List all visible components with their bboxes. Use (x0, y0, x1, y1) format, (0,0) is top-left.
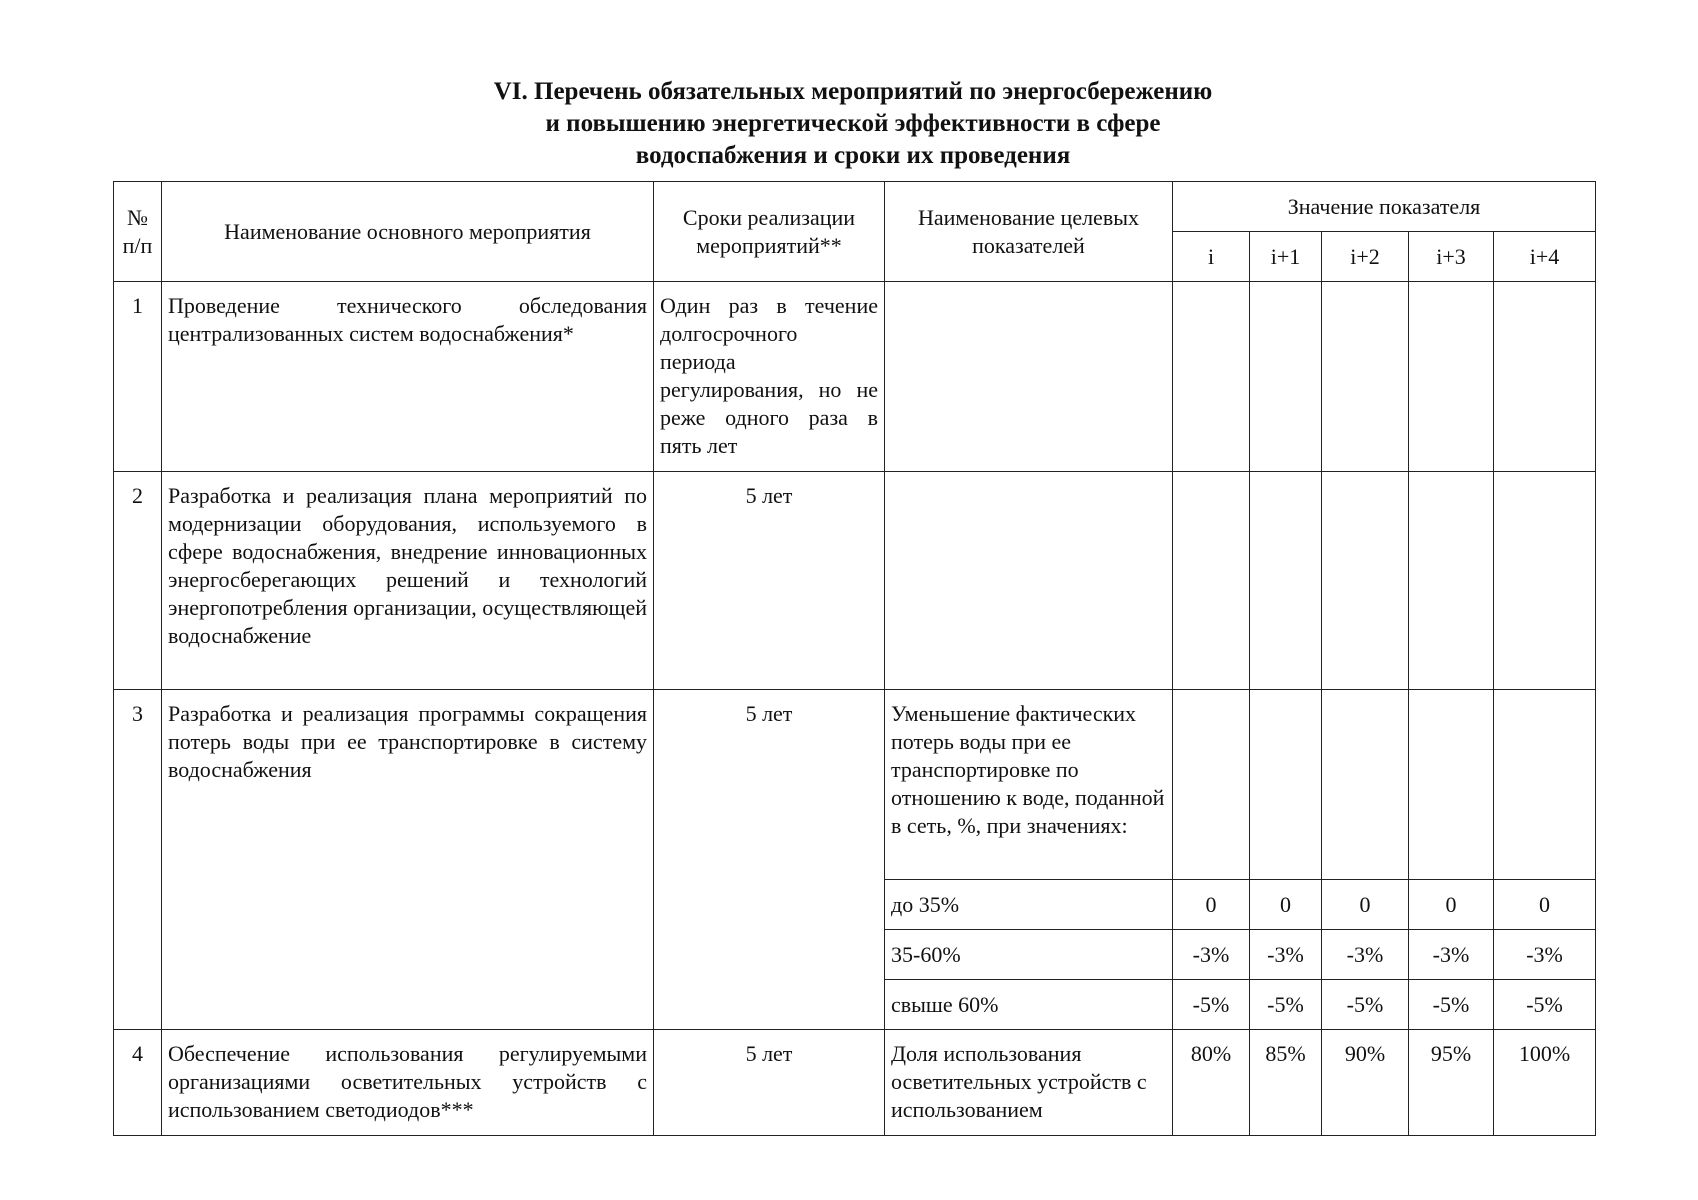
subrow-label: свыше 60% (885, 980, 1173, 1030)
value-cell (1409, 472, 1494, 690)
subrow-value: -5% (1494, 980, 1596, 1030)
subrow-value: -5% (1322, 980, 1409, 1030)
subrow-label: 35-60% (885, 930, 1173, 980)
title-line-3: водоспабжения и сроки их проведения (635, 142, 1071, 169)
subrow-value: -3% (1494, 930, 1596, 980)
row-terms: 5 лет (654, 1030, 885, 1136)
row-name: Обеспечение использования регулируемыми организациями осветительных устройств с использованием светодиодов*** (162, 1030, 654, 1136)
table-row (114, 690, 1596, 880)
value-cell (1250, 690, 1322, 880)
row-value: 85% (1250, 1030, 1322, 1136)
row-name: Проведение технического обследования централизованных систем водоснабжения* (162, 282, 654, 472)
header-row (114, 182, 1596, 232)
subrow-value: -5% (1173, 980, 1250, 1030)
value-cell (1250, 282, 1322, 472)
value-cell (1250, 472, 1322, 690)
value-cell (1173, 282, 1250, 472)
header-period: i+3 (1409, 232, 1494, 282)
subrow-label: до 35% (885, 880, 1173, 930)
value-cell (1322, 472, 1409, 690)
value-cell (1409, 690, 1494, 880)
row-indicator (885, 472, 1173, 690)
row-name: Разработка и реализация программы сокращения потерь воды при ее транспортировке в систему водоснабжения (162, 690, 654, 1030)
subrow-value: -5% (1250, 980, 1322, 1030)
subrow-value: 0 (1250, 880, 1322, 930)
header-value: Значение показателя (1173, 182, 1596, 232)
table-row (114, 282, 1596, 472)
measures-table (113, 181, 1596, 1136)
row-terms: 5 лет (654, 690, 885, 1030)
value-cell (1494, 282, 1596, 472)
row-indicator (885, 282, 1173, 472)
row-num: 3 (114, 690, 162, 1030)
row-num: 4 (114, 1030, 162, 1136)
header-num: № п/п (114, 182, 162, 282)
row-value: 95% (1409, 1030, 1494, 1136)
header-indicators: Наименование целевых показателей (885, 182, 1173, 282)
subrow-value: 0 (1494, 880, 1596, 930)
value-cell (1409, 282, 1494, 472)
subrow-value: 0 (1409, 880, 1494, 930)
table-row (114, 1030, 1596, 1136)
row-num: 2 (114, 472, 162, 690)
row-indicator: Уменьшение фактических потерь воды при ее транспортировке по отношению к воде, поданной в сеть, %, при значениях: (885, 690, 1173, 880)
page-title (113, 76, 1593, 172)
value-cell (1322, 282, 1409, 472)
header-period: i+2 (1322, 232, 1409, 282)
value-cell (1494, 690, 1596, 880)
value-cell (1494, 472, 1596, 690)
header-period: i+1 (1250, 232, 1322, 282)
subrow-value: -3% (1409, 930, 1494, 980)
title-line-2: и повышению энергетической эффективности в сфере (545, 110, 1161, 137)
row-value: 90% (1322, 1030, 1409, 1136)
title-line-1: VI. Перечень обязательных мероприятий по энергосбережению (493, 78, 1213, 105)
header-period: i+4 (1494, 232, 1596, 282)
subrow-value: 0 (1322, 880, 1409, 930)
row-num: 1 (114, 282, 162, 472)
subrow-value: -5% (1409, 980, 1494, 1030)
row-terms: 5 лет (654, 472, 885, 690)
subrow-value: -3% (1250, 930, 1322, 980)
row-terms: Один раз в течение долгосрочного периода регулирования, но не реже одного раза в пять лет (654, 282, 885, 472)
row-indicator: Доля использования осветительных устройств с использованием (885, 1030, 1173, 1136)
value-cell (1173, 472, 1250, 690)
header-name: Наименование основного мероприятия (162, 182, 654, 282)
header-period: i (1173, 232, 1250, 282)
row-name: Разработка и реализация плана мероприятий по модернизации оборудования, используемого в сфере водоснабжения, внедрение инновационных энергосберегающих решений и технологий энергопотребления организации, осуществляющей водоснабжение (162, 472, 654, 690)
table-row (114, 472, 1596, 690)
row-value: 80% (1173, 1030, 1250, 1136)
subrow-value: -3% (1322, 930, 1409, 980)
value-cell (1322, 690, 1409, 880)
value-cell (1173, 690, 1250, 880)
row-value: 100% (1494, 1030, 1596, 1136)
subrow-value: -3% (1173, 930, 1250, 980)
header-terms: Сроки реализации мероприятий** (654, 182, 885, 282)
subrow-value: 0 (1173, 880, 1250, 930)
